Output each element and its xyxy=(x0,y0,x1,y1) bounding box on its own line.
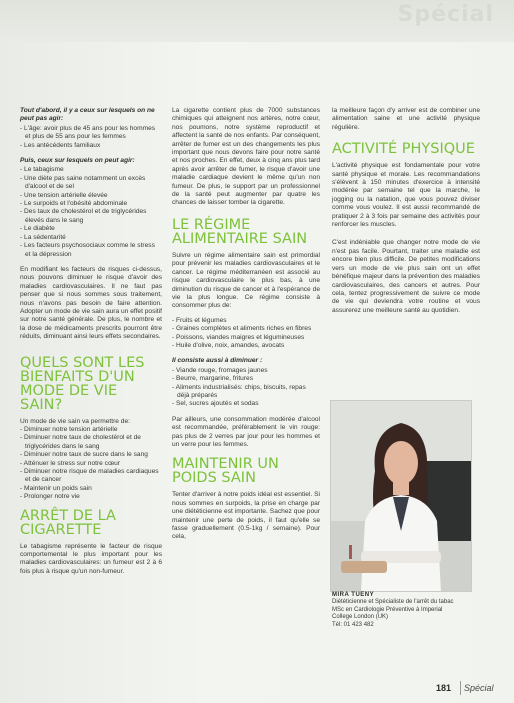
list-item: - Le surpoids et l'obésité abdominale xyxy=(20,200,162,208)
list-item: - Les antécédents familiaux xyxy=(20,142,162,150)
paragraph-cigarette: La cigarette contient plus de 7000 substances chimiques qui atteignent nos artères, notre cœur, nos poumons, notre système reproductif et affectent la santé de nos enfants. Par conséquent, arrêter de fumer est un des changements les plus important que nous devons faire pour notre santé et nos proches. En effet, deux à cinq ans plus tard après avoir arrêter de fumer, le risque d'avoir une maladie cardiaque devient le même qu'un non fumeur. De plus, le support par un professionnel de la santé peut augmenter par quatre les chances de laisser tomber la cigarette. xyxy=(172,107,320,207)
list-item: - Des taux de cholestérol et de triglycérides élevés dans le sang xyxy=(20,208,162,225)
list-item: - Diminuer notre risque de maladies cardiaques et de cancer xyxy=(20,468,162,485)
list-item: - Aliments industrialisés: chips, biscuits, repas déjà préparés xyxy=(172,384,320,401)
section-title-weight: MAINTENIR UN POIDS SAIN xyxy=(172,456,279,487)
top-banner xyxy=(0,0,514,42)
section-title-diet: LE RÉGIME ALIMENTAIRE SAIN xyxy=(172,216,308,247)
list-item: - Le tabagisme xyxy=(20,166,162,174)
heading-cannot-act: Tout d'abord, il y a ceux sur lesquels on ne peut pas agir: xyxy=(20,107,155,123)
list-item: - Atténuer le stress sur notre cœur xyxy=(20,460,162,468)
list-item: - Le diabète xyxy=(20,225,162,233)
paragraph-activity: L'activité physique est fondamentale pour votre santé physique et morale. Les recommandations s'élèvent à 150 minutes d'exercice à intensité modérée par semaine tel que la marche, le jogging ou la natation, que vous pouvez diviser comme vous voulez. Il est aussi recommandé de pratiquer 2 à 3 fois par semaine des activités pour renforcer les muscles. xyxy=(332,162,480,229)
list-eat-more xyxy=(172,317,320,351)
portrait-illustration xyxy=(331,401,471,591)
author-line: MSc en Cardiologie Préventive à Imperial xyxy=(332,606,443,613)
author-photo xyxy=(330,400,472,592)
column-middle xyxy=(172,107,320,548)
list-item: - Graines complètes et aliments riches en fibres xyxy=(172,325,320,333)
author-line: Diététicienne et Spécialiste de l'arrêt du tabac xyxy=(332,599,454,606)
list-item: - Diminuer notre taux de cholestérol et de triglycérides dans le sang xyxy=(20,434,162,451)
list-modifiable xyxy=(20,166,162,258)
paragraph-conclusion: C'est indéniable que changer notre mode de vie n'est pas facile. Pourtant, traiter une maladie est encore bien plus difficile. De petites modifications vers un mode de vie plus sain ont un effet bénéfique majeur dans la prévention des maladies cardiovasculaires, des cancers et autres. Pour cela, tentez progressivement de suivre ce mode de vie qui deviendra votre routine et vous assurerez une meilleure santé au quotidien. xyxy=(332,239,480,314)
list-item: - Viande rouge, fromages jaunes xyxy=(172,367,320,375)
footer-divider xyxy=(460,681,461,695)
author-signature xyxy=(332,592,472,629)
paragraph-weight: Tenter d'arriver à notre poids idéal est essentiel. Si nous sommes en surpoids, la prise en charge par une diététicienne est importante. Sachez que pour maintenir une perte de poids, il faut qu'elle se fasse graduellement (0.5-1kg / semaine). Pour cela, xyxy=(172,491,320,541)
list-item: - Sel, sucres ajoutés et sodas xyxy=(172,400,320,408)
list-item: - Huile d'olive, noix, amandes, avocats xyxy=(172,342,320,350)
list-item: - Une tension artérielle élevée xyxy=(20,192,162,200)
author-line: College London (UK) xyxy=(332,614,389,621)
banner-title: Spécial xyxy=(397,2,494,27)
list-item: - Les facteurs psychosociaux comme le stress et la dépression xyxy=(20,242,162,259)
paragraph-diet: Suivre un régime alimentaire sain est primordial pour prévenir les maladies cardiovasculaires et le cancer. Le régime méditerranéen est associé au risque cardiovasculaire le plus bas, à une diminution du risque de cancer et à l'espérance de vie la plus longue. Ce régime consiste à consommer plus de: xyxy=(172,251,320,310)
column-left xyxy=(20,107,162,582)
list-eat-less xyxy=(172,367,320,409)
list-item: - Diminuer notre taux de sucre dans le sang xyxy=(20,451,162,459)
list-item: - Maintenir un poids sain xyxy=(20,485,162,493)
paragraph-smoking: Le tabagisme représente le facteur de risque comportemental le plus important pour les maladies cardiovasculaires: un fumeur est 2 à 6 fois plus à risque qu'un non-fumeur. xyxy=(20,542,162,575)
list-non-modifiable xyxy=(20,125,162,150)
list-item: - Beurre, margarine, fritures xyxy=(172,375,320,383)
column-right xyxy=(332,107,480,321)
author-name: MIRA TUENY xyxy=(332,592,375,598)
section-title-benefits: QUELS SONT LES BIENFAITS D'UN MODE DE VIE SAIN? xyxy=(20,354,145,413)
list-item: - Fruits et légumes xyxy=(172,317,320,325)
paragraph-risk-factors: En modifiant les facteurs de risques ci-dessus, nous pouvons diminuer le risque d'avoir des maladies cardiovasculaires. Il ne faut pas penser que si nous sommes sous traitement, nous n'avons pas besoin de faire attention. Adopter un mode de vie sain aura un effet positif sur notre santé générale. De plus, le nombre et la dose de médicaments prescrits pourront être réduits, diminuant ainsi leurs effets secondaires. xyxy=(20,265,162,341)
section-title-quit-smoking: ARRÊT DE LA CIGARETTE xyxy=(20,507,116,538)
list-item: - La sédentarité xyxy=(20,234,162,242)
list-benefits xyxy=(20,426,162,502)
footer-section-name: Spécial xyxy=(464,683,494,693)
author-line: Tél: 01 423 482 xyxy=(332,621,374,628)
paragraph-alcohol: Par ailleurs, une consommation modérée d'alcool est recommandée, préférablement le vin rouge: pas plus de 2 verres par jour pour les hommes et un verre pour les femmes. xyxy=(172,415,320,448)
list-item: - Poissons, viandes maigres et légumineuses xyxy=(172,334,320,342)
list-item: - Diminuer notre tension artérielle xyxy=(20,426,162,434)
list-item: - L'âge: avoir plus de 45 ans pour les hommes et plus de 55 ans pour les femmes xyxy=(20,125,162,142)
heading-reduce: Il consiste aussi à diminuer : xyxy=(172,357,263,365)
list-item: - Une diète pas saine notamment un excès d'alcool et de sel xyxy=(20,175,162,192)
paragraph-combine: la meilleure façon d'y arriver est de combiner une alimentation saine et une activité physique régulière. xyxy=(332,107,480,131)
heading-can-act: Puis, ceux sur lesquels on peut agir: xyxy=(20,157,135,165)
benefits-intro: Un mode de vie sain va permettre de: xyxy=(20,417,130,425)
list-item: - Prolonger notre vie xyxy=(20,493,162,501)
section-title-activity: ACTIVITÉ PHYSIQUE xyxy=(332,141,475,158)
page-number: 181 xyxy=(436,683,452,693)
